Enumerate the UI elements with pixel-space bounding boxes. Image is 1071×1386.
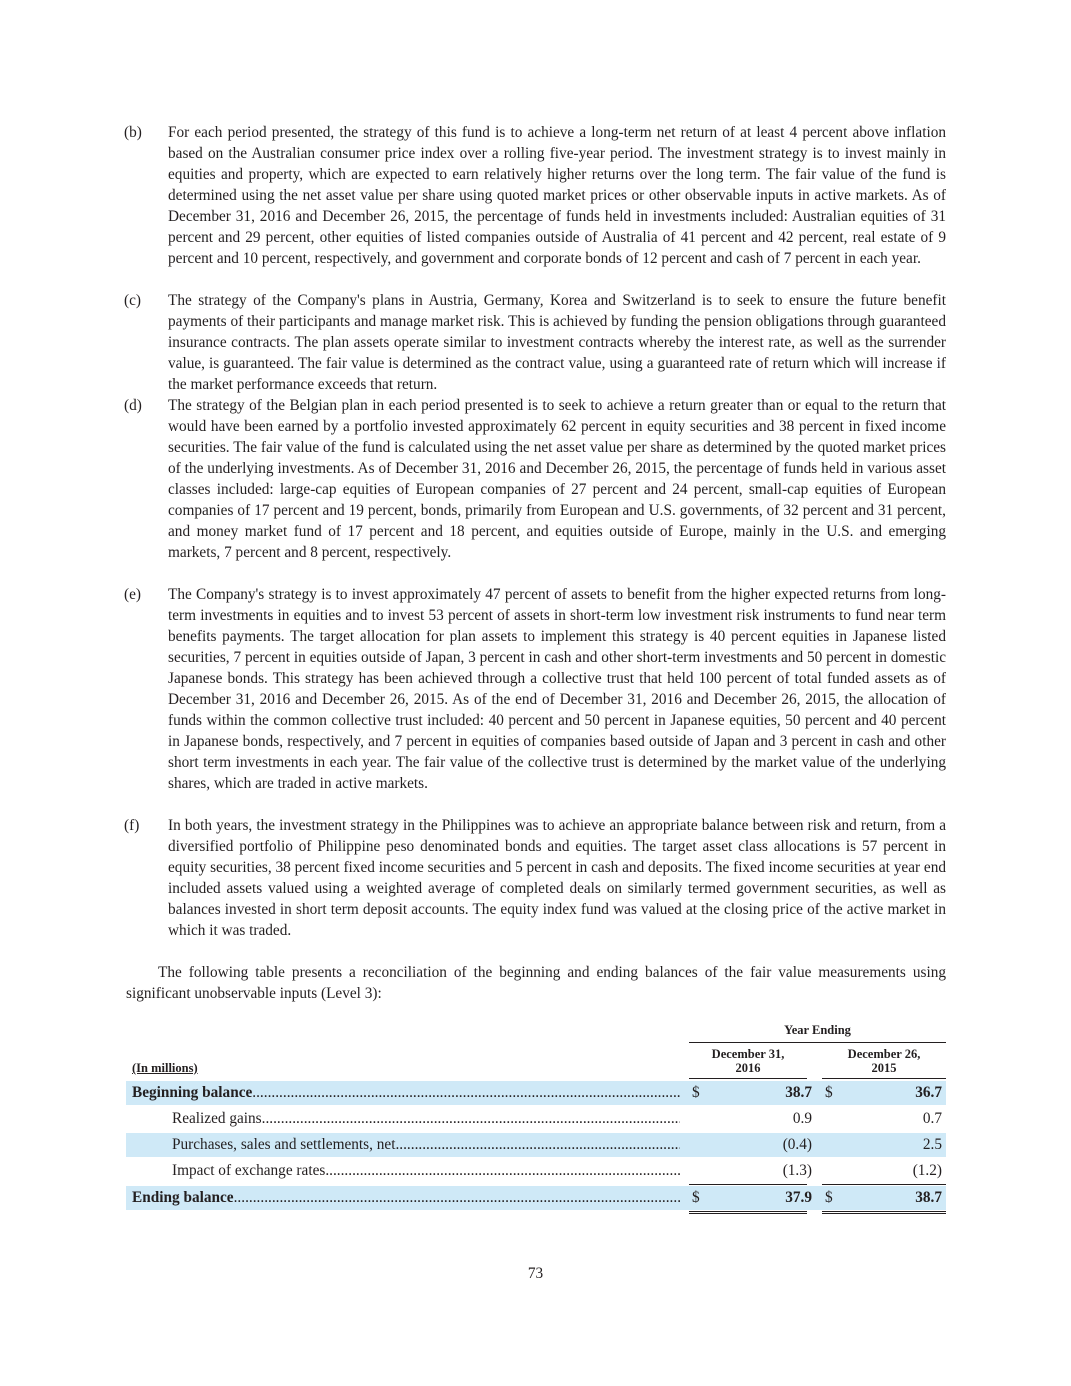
footnote-text: The strategy of the Belgian plan in each period presented is to seek to achieve a return greater than or equal to the return that would have been earned by a portfolio invested approximately 62 percent in equity securities and 38 percent in fixed income securities. The fair value of the fund is calculated using the net asset value per share as determined by the quoted market prices of the underlying investments. As of December 31, 2016 and December 26, 2015, the percentage of funds held in various asset classes included: large-cap equities of European companies of 27 percent and 24 percent, small-cap equities of European companies of 17 percent and 19 percent, bonds, primarily from European and U.S. governments, of 32 percent and 31 percent, and money market fund of 17 percent and 18 percent, and equities outside of Europe, mainly in the U.S. and emerging markets, 7 percent and 8 percent, respectively. [168, 397, 946, 561]
footnote-d [124, 395, 946, 584]
footnote-c [124, 290, 946, 395]
units-label: (In millions) [132, 1061, 198, 1075]
footnote-text: The strategy of the Company's plans in Austria, Germany, Korea and Switzerland is to seek to ensure the future benefit payments of their participants and manage market risk. This is achieved by funding the pension obligations through guaranteed insurance contracts. The plan assets operate similar to investment contracts whereby the interest rate, as well as the surrender value, is guaranteed. The fair value is determined as the contract value, using a guaranteed rate of return which will increase if the market performance exceeds that return. [168, 292, 946, 393]
column-header-date: December 31, [711, 1047, 785, 1061]
column-header-year: 2015 [871, 1061, 897, 1075]
footnote-label: (f) [124, 817, 140, 834]
row-label: Ending balance ..... [132, 1186, 680, 1210]
footnote-f [124, 815, 946, 941]
column-header-year: 2016 [735, 1061, 761, 1075]
footnote-label: (b) [124, 124, 142, 141]
column-header-2015 [822, 1047, 946, 1075]
column-rule [822, 1078, 946, 1079]
footnote-label: (c) [124, 292, 141, 309]
table-row-beginning-balance [126, 1081, 946, 1105]
row-label: Impact of exchange rates ..... [172, 1159, 680, 1183]
column-rule [689, 1078, 807, 1079]
subtotal-rule [689, 1184, 807, 1185]
footnotes [124, 122, 946, 941]
value-2016: 37.9 [785, 1189, 812, 1206]
column-header-2016 [689, 1047, 807, 1075]
footnote-text: In both years, the investment strategy in the Philippines was to achieve an appropriate balance between risk and return, from a diversified portfolio of Philippine peso denominated bonds and equities. The target asset class allocations is 57 percent in equity securities, 38 percent fixed income securities and 5 percent in cash and deposits. The fixed income securities at year end included assets valued using a weighted average of completed deals on similarly termed government securities, as well as balances invested in short term deposit accounts. The equity index fund was valued at the closing price of the active market in which it was traded. [168, 817, 946, 939]
value-2016: (0.4) [782, 1136, 812, 1153]
row-label: Purchases, sales and settlements, net ..... [172, 1133, 680, 1157]
total-double-rule [689, 1211, 807, 1214]
value-2015: (1.2) [912, 1162, 942, 1179]
value-2015: 36.7 [915, 1084, 942, 1101]
footnote-label: (e) [124, 586, 141, 603]
year-ending-header: Year Ending [784, 1023, 851, 1037]
footnote-e [124, 584, 946, 815]
row-label: Realized gains ..... [172, 1107, 680, 1131]
value-2016: 38.7 [785, 1084, 812, 1101]
currency-symbol: $ [692, 1084, 700, 1101]
footnote-label: (d) [124, 397, 142, 414]
currency-symbol: $ [825, 1084, 833, 1101]
footnote-text: The Company's strategy is to invest approximately 47 percent of assets to benefit from the higher expected returns from long-term investments in equities and to invest 53 percent of assets in short-term low investment risk instruments to fund near term benefits payments. The target allocation for plan assets to implement this strategy is 40 percent equities in Japanese listed securities, 7 percent in equities outside of Japan, 3 percent in cash and other short-term investments and 50 percent in domestic Japanese bonds. This strategy has been achieved through a collective trust that held 100 percent of total funded assets as of December 31, 2016 and December 26, 2015. As of the end of December 31, 2016 and December 26, 2015, the allocation of funds within the common collective trust included: 40 percent and 50 percent in Japanese equities, 50 percent and 40 percent in Japanese bonds, respectively, and 7 percent in equities of companies based outside of Japan and 3 percent in cash and other short term investments in each year. The fair value of the collective trust is determined by the market value of the underlying shares, which are traded in active markets. [168, 586, 946, 792]
total-double-rule [822, 1211, 946, 1214]
header-rule [689, 1042, 946, 1043]
value-2015: 2.5 [922, 1136, 942, 1153]
page-number: 73 [527, 1265, 544, 1282]
table-row-realized-gains [126, 1107, 946, 1131]
subtotal-rule [822, 1184, 946, 1185]
table-row-ending-balance [126, 1186, 946, 1210]
currency-symbol: $ [692, 1189, 700, 1206]
row-label: Beginning balance ..... [132, 1081, 680, 1105]
footnote-b [124, 122, 946, 290]
value-2016: (1.3) [782, 1162, 812, 1179]
table-intro-paragraph: The following table presents a reconciliation of the beginning and ending balances of the fair value measurements using significant unobservable inputs (Level 3): [126, 964, 946, 1002]
value-2016: 0.9 [792, 1110, 812, 1127]
footnote-text: For each period presented, the strategy of this fund is to achieve a long-term net return of at least 4 percent above inflation based on the Australian consumer price index over a rolling five-year period. The investment strategy is to invest mainly in equities and property, which are expected to earn relatively higher returns over the long term. The fair value of the fund is determined using the net asset value per share using quoted market prices or other observable inputs in active markets. As of December 31, 2016 and December 26, 2015, the percentage of funds held in investments included: Australian equities of 31 percent and 29 percent, other equities of listed companies outside of Australia of 41 percent and 42 percent, real estate of 9 percent and 10 percent, respectively, and government and corporate bonds of 12 percent and cash of 7 percent in each year. [168, 124, 946, 267]
currency-symbol: $ [825, 1189, 833, 1206]
table-row-exchange-rates [126, 1159, 946, 1183]
column-header-date: December 26, [847, 1047, 921, 1061]
value-2015: 38.7 [915, 1189, 942, 1206]
value-2015: 0.7 [922, 1110, 942, 1127]
table-row-purchases-sales [126, 1133, 946, 1157]
